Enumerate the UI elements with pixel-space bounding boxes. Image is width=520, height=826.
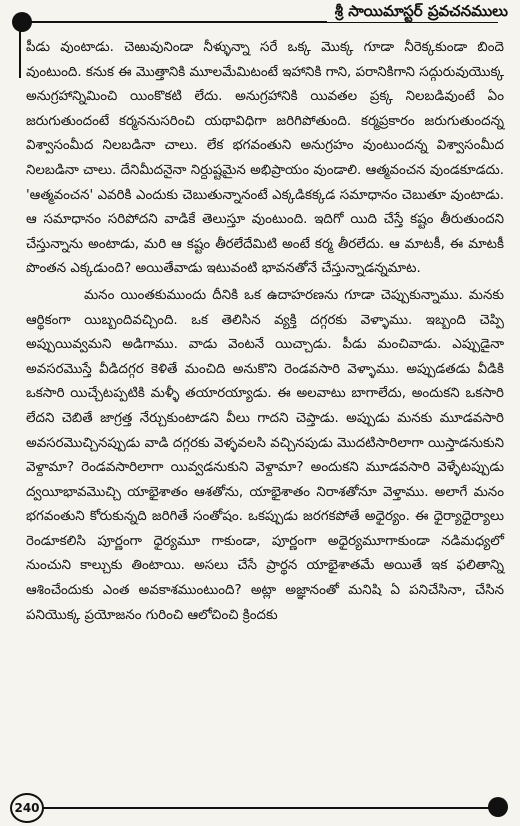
- body-text: [26, 36, 504, 628]
- footer-rule: [42, 807, 492, 809]
- paragraph: పీడు వుంటాడు. చెఱువునిండా నీళ్ళున్నా సరే ఒక్క మొక్క గూడా నీరెక్కకుండా బిందె వుంటుంది. కనుక ఈ మొత్తానికి మూలమేమిటంటే ఇహానికి గాని, పరానికిగాని సద్గురువుయొక్క అనుగ్రహాన్నిమించి యింకొకటి లేదు. అనుగ్రహానికి యివతల ప్రక్క నిలబడివుంటే ఏం జరుగుతుందంటే కర్మననుసరించి యథావిధిగా జరిగిపోతుంది. కర్మప్రకారం జరుగుతుందన్న విశ్వాసంమీద నిలబడినా చాలు. లేక భగవంతుని అనుగ్రహం వుంటుందన్న విశ్వాసంమీద నిలబడినా చాలు. దేనిమీదనైనా నిర్దుష్టమైన అభిప్రాయం వుండాలి. ఆత్మవంచన వుండకూడదు. 'ఆత్మవంచన' ఎవరికి ఎందుకు చెబుతున్నానంటే ఎక్కడికక్కడ సమాధానం చెబుతూ వుంటాడు. ఆ సమాధానం సరిపోదని వాడికే తెలుస్తూ వుంటుంది. ఇదిగో యిది చేస్తే కష్టం తీరుతుందని చేస్తున్నాను అంటాడు, మరి ఆ కష్టం తీరలేదేమిటి అంటే కర్మ తీరలేదు. ఆ మాటకీ, ఈ మాటకీ పొంతన ఎక్కడుంది? అయితేవాడు ఇటువంటి భావనతోనే చేస్తున్నాడన్నమాట.: [26, 40, 504, 277]
- header-left-rule: [19, 22, 21, 78]
- running-header-title: శ్రీ సాయిమాస్టర్ ప్రవచనములు: [327, 0, 508, 22]
- footer-bullet: [488, 797, 508, 817]
- page-number: 240: [10, 793, 44, 823]
- paragraph: మనం యింతకుముందు దీనికి ఒక ఉదాహరణను గూడా చెప్పుకున్నాము. మనకు ఆర్థికంగా యిబ్బందివచ్చింది. ఒక తెలిసిన వ్యక్తి దగ్గరకు వెళ్ళాము. ఇబ్బంది చెప్పి అప్పుయివ్వమని అడిగాము. వాడు వెంటనే యిచ్చాడు. పీడు మంచివాడు. ఎప్పుడైనా అవసరమొస్తే వీడిదగ్గర కెళితే మంచిది అనుకొని రెండవసారి వెళ్ళాము. అప్పుడతడు వీడికి ఒకసారి యిచ్చేటప్పటికి మళ్ళీ తయారయ్యాడు. ఈ అలవాటు బాగాలేదు, అందుకని ఒకసారి లేదని చెబితే జాగ్రత్త నేర్చుకుంటాడని వీలు గాదని చెప్తాడు. అప్పుడు మనకు మూడవసారి అవసరమొచ్చినప్పుడు వాడి దగ్గరకు వెళ్ళవలసి వచ్చినపుడు మొదటిసారిలాగా యిస్తాడనుకుని వెళ్దామా? రెండవసారిలాగా యివ్వడనుకుని వెళ్దామా? అందుకని మూడవసారి వెళ్ళేటప్పుడు ద్వయీభావమొచ్చి యాభైశాతం ఆశతోను, యాభైశాతం నిరాశతోనూ వెళ్తాము. అలాగే మనం భగవంతుని కోరుకున్నది జరిగితే సంతోషం. ఒకప్పుడు జరగకపోతే అధైర్యం. ఈ ధైర్యాధైర్యాలు రెండూకలిసి పూర్ణంగా ధైర్యమూ గాకుండా, పూర్ణంగా అధైర్యమూగాకుండా నడిమధ్యలో నుంచుని కాల్చుకు తింటాయి. అసలు చేసే ప్రార్థన యాభైశాతమే అయితే ఇక ఫలితాన్ని ఆశించేందుకు ఎంత అవకాశముంటుంది? అట్లా అజ్ఞానంతో మనిషి ఏ పనిచేసినా, చేసిన పనియొక్క ప్రయోజనం గురించి ఆలోచించి క్రిందకు: [26, 287, 504, 623]
